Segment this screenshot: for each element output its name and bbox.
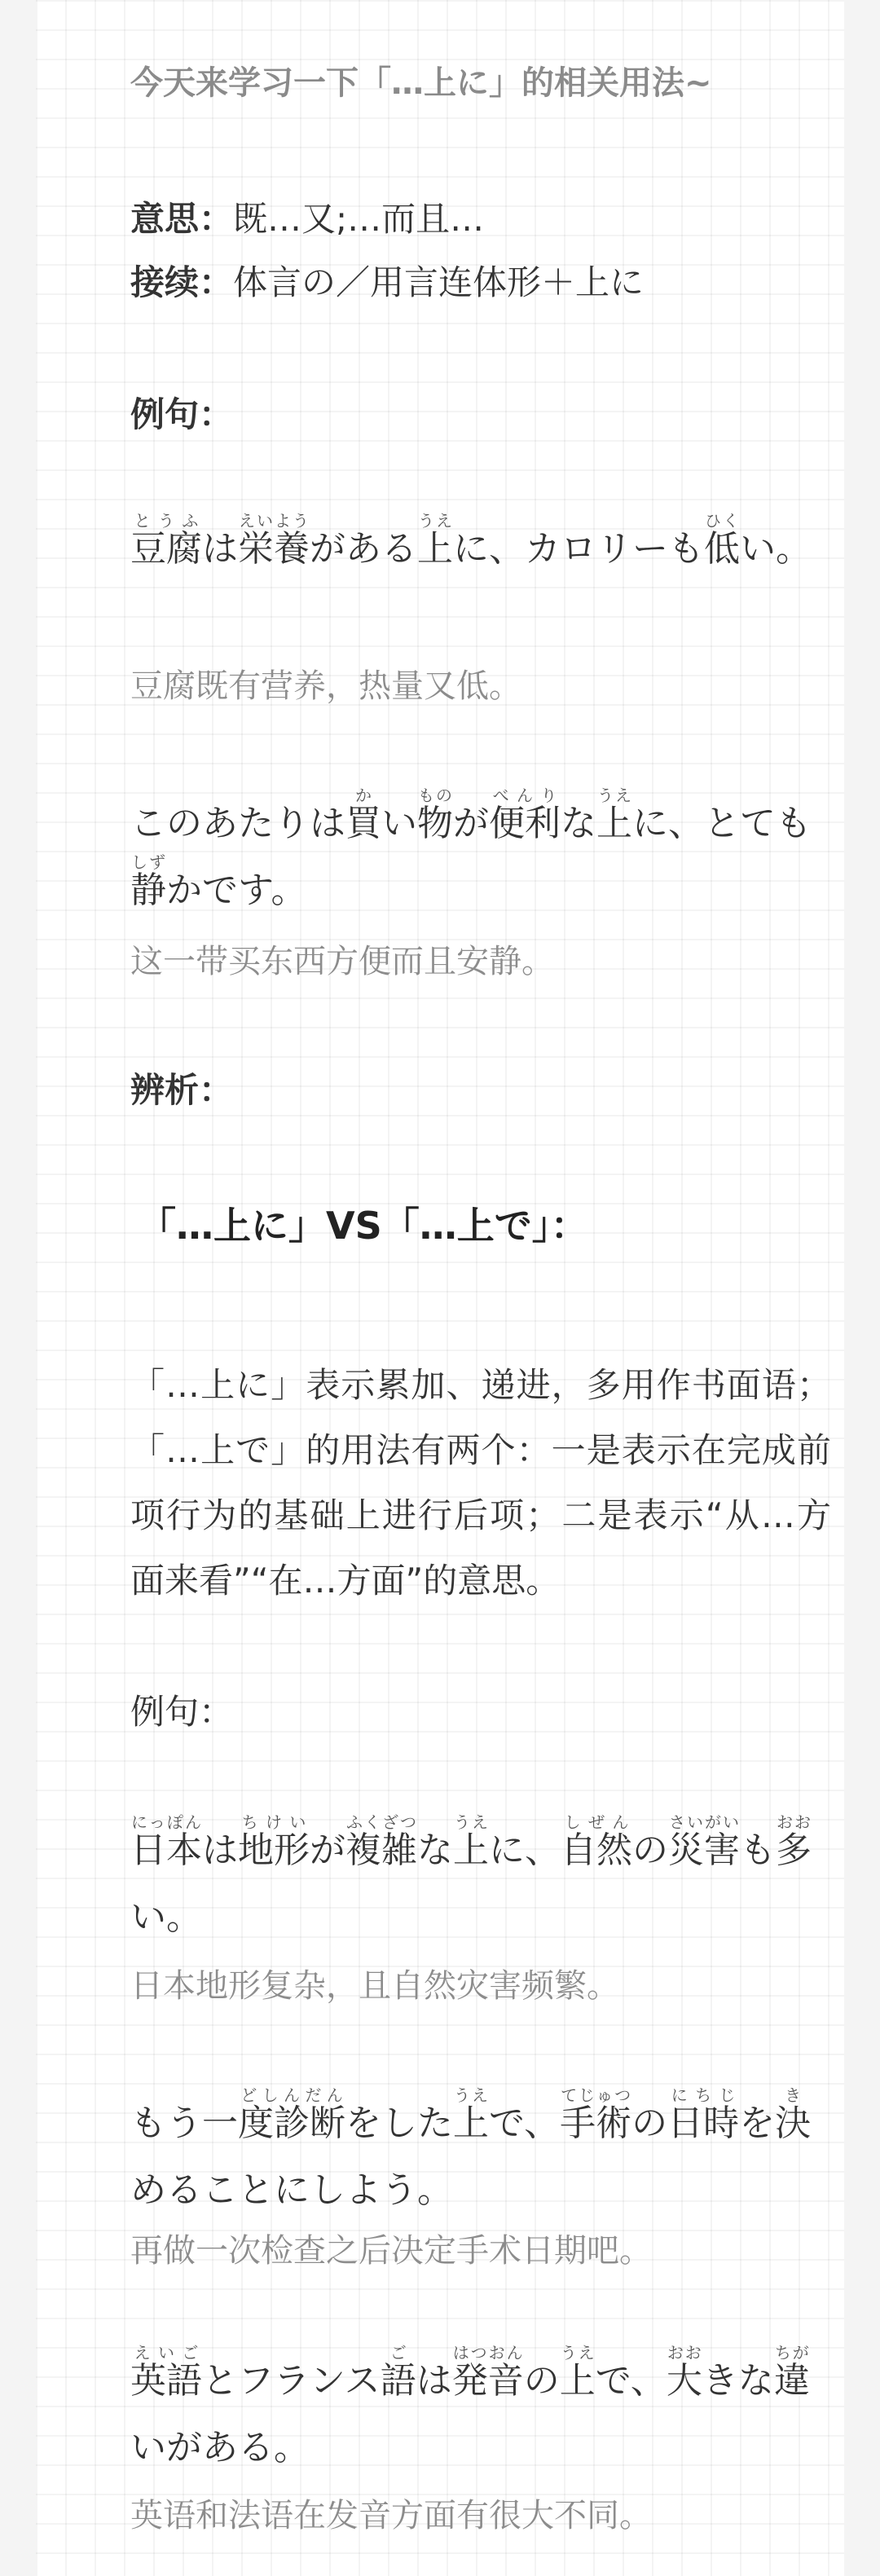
intro-title: 今天来学习一下「…上に」的相关用法~: [130, 64, 712, 102]
example-sentence-3: 日本にっぽんは地形ちけいが複雑ふくざつな上うえに、自然しぜんの災害さいがいも多おおい。: [130, 1812, 812, 1938]
connection-value: 体言の／用言连体形＋上に: [233, 262, 645, 302]
example-sentence-4: もう一度診断どしんだんをした上うえで、手術てじゅつの日時にちじを決きめることにしよう。: [130, 2085, 812, 2211]
meaning-label: 意思：: [130, 199, 234, 239]
example-translation-3: 日本地形复杂，且自然灾害频繁。: [130, 1967, 619, 2005]
examples-heading-2: 例句：: [130, 1692, 234, 1732]
example-sentence-2: このあたりは買かい物ものが便利べんりな上うえに、とても静しずかです。: [130, 786, 812, 911]
example-translation-4: 再做一次检查之后决定手术日期吧。: [130, 2232, 652, 2270]
connection-label: 接续：: [130, 262, 234, 302]
example-sentence-1: 豆腐とうふは栄養えいようがある上うえに、カロリーも低ひくい。: [130, 511, 812, 570]
example-translation-2: 这一带买东西方便而且安静。: [130, 943, 554, 980]
example-sentence-5: 英語えいごとフランス語ごは発音はつおんの上うえで、大おおきな違ちがいがある。: [130, 2343, 810, 2468]
meaning-value: 既…又;…而且…: [233, 199, 485, 239]
connection-line: [130, 256, 644, 305]
example-translation-5: 英语和法语在发音方面有很大不同。: [130, 2497, 652, 2534]
grid-paper-card: [36, 0, 844, 2576]
explanation-paragraph: 「…上に」表示累加、递进，多用作书面语；「…上で」的用法有两个：一是表示在完成前项行为的基础上进行后项；二是表示“从…方面来看”“在…方面”的意思。: [130, 1365, 831, 1601]
comparison-heading: 「…上に」VS「…上で」：: [139, 1204, 588, 1248]
examples-heading: 例句：: [130, 394, 234, 434]
example-translation-1: 豆腐既有营养，热量又低。: [130, 667, 521, 705]
analysis-heading: 辨析：: [130, 1070, 234, 1110]
meaning-line: [130, 192, 484, 241]
